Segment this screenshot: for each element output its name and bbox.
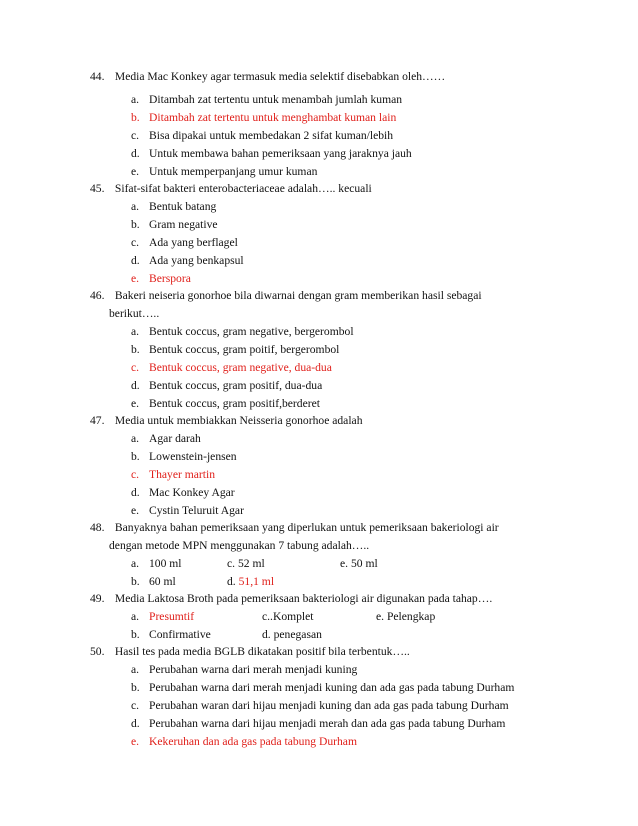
option-text: Bentuk coccus, gram negative, dua-dua <box>149 361 332 374</box>
option-44e <box>131 163 317 181</box>
option-text: Bisa dipakai untuk membedakan 2 sifat kuman/lebih <box>149 129 394 142</box>
option-text: Presumtif <box>149 610 195 623</box>
option-letter: d. <box>131 379 140 392</box>
option-letter: b. <box>131 575 140 588</box>
option-letter: d. <box>227 575 236 588</box>
option-50d <box>131 715 505 733</box>
option-text: Bentuk coccus, gram positif,berderet <box>149 397 320 410</box>
question-46-continuation: berikut….. <box>109 307 160 320</box>
option-49c <box>262 608 314 626</box>
option-text: Ada yang berflagel <box>149 236 238 249</box>
option-47b <box>131 448 237 466</box>
option-text: Untuk membawa bahan pemeriksaan yang jaraknya jauh <box>149 147 412 160</box>
option-text: Lowenstein-jensen <box>149 450 237 463</box>
option-45e-correct <box>131 270 191 288</box>
option-text: Mac Konkey Agar <box>149 486 235 499</box>
option-text: Agar darah <box>149 432 201 445</box>
option-text: 51,1 ml <box>238 575 275 588</box>
option-44c <box>131 127 393 145</box>
option-text: Kekeruhan dan ada gas pada tabung Durham <box>149 735 357 748</box>
option-46c-correct <box>131 359 332 377</box>
question-50 <box>90 643 560 661</box>
question-49 <box>90 590 560 608</box>
option-letter: e. <box>131 735 140 748</box>
question-text: Banyaknya bahan pemeriksaan yang diperlukan untuk pemeriksaan bakeriologi air <box>114 521 499 534</box>
option-letter: c. <box>262 610 271 623</box>
question-text: Media Laktosa Broth pada pemeriksaan bakteriologi air digunakan pada tahap…. <box>114 592 493 605</box>
option-letter: e. <box>340 557 349 570</box>
option-47c-correct <box>131 466 215 484</box>
question-text: Hasil tes pada media BGLB dikatakan positif bila terbentuk….. <box>114 645 410 658</box>
option-letter: d. <box>262 628 271 641</box>
option-text: Pelengkap <box>386 610 436 623</box>
option-45c <box>131 234 238 252</box>
question-text: Bakeri neiseria gonorhoe bila diwarnai dengan gram memberikan hasil sebagai <box>114 289 482 302</box>
option-letter: d. <box>131 486 140 499</box>
option-text: .Komplet <box>270 610 314 623</box>
option-47d <box>131 484 235 502</box>
option-letter: b. <box>131 218 140 231</box>
option-letter: c. <box>227 557 236 570</box>
option-letter: c. <box>131 699 140 712</box>
option-text: Perubahan warna dari merah menjadi kuning dan ada gas pada tabung Durham <box>149 681 515 694</box>
option-text: Perubahan warna dari merah menjadi kuning <box>149 663 358 676</box>
option-letter: b. <box>131 628 140 641</box>
option-letter: e. <box>131 272 140 285</box>
question-number: 45. <box>90 182 105 195</box>
question-number: 48. <box>90 521 105 534</box>
question-48 <box>90 519 560 537</box>
option-50c <box>131 697 509 715</box>
option-text: 100 ml <box>149 557 182 570</box>
option-text: Gram negative <box>149 218 218 231</box>
option-text: Confirmative <box>149 628 211 641</box>
option-50a <box>131 661 357 679</box>
option-text: Perubahan warna dari hijau menjadi merah dan ada gas pada tabung Durham <box>149 717 506 730</box>
option-text: Cystin Teluruit Agar <box>149 504 244 517</box>
option-text: penegasan <box>273 628 322 641</box>
question-text: Media Mac Konkey agar termasuk media selektif disebabkan oleh…… <box>114 70 446 83</box>
option-44a <box>131 91 402 109</box>
option-48a <box>131 555 182 573</box>
option-letter: c. <box>131 129 140 142</box>
question-47 <box>90 412 560 430</box>
option-letter: a. <box>131 432 140 445</box>
question-text: Media untuk membiakkan Neisseria gonorhoe adalah <box>114 414 363 427</box>
option-text: Bentuk coccus, gram poitif, bergerombol <box>149 343 340 356</box>
option-49b <box>131 626 211 644</box>
option-letter: e. <box>131 165 140 178</box>
option-text: Ada yang benkapsul <box>149 254 244 267</box>
option-44d <box>131 145 412 163</box>
question-number: 46. <box>90 289 105 302</box>
option-45a <box>131 198 216 216</box>
option-text: Bentuk batang <box>149 200 217 213</box>
option-47e <box>131 502 244 520</box>
option-44b-correct <box>131 109 396 127</box>
option-letter: a. <box>131 200 140 213</box>
option-49d <box>262 626 322 644</box>
option-text: 50 ml <box>350 557 378 570</box>
question-text: Sifat-sifat bakteri enterobacteriaceae adalah….. kecuali <box>114 182 372 195</box>
option-46b <box>131 341 339 359</box>
question-44 <box>90 68 560 86</box>
option-49a-correct <box>131 608 194 626</box>
question-number: 49. <box>90 592 105 605</box>
option-48e <box>340 555 378 573</box>
question-number: 47. <box>90 414 105 427</box>
option-letter: d. <box>131 254 140 267</box>
question-number: 50. <box>90 645 105 658</box>
option-letter: b. <box>131 450 140 463</box>
option-letter: a. <box>131 610 140 623</box>
option-47a <box>131 430 201 448</box>
option-text: 52 ml <box>237 557 265 570</box>
option-46a <box>131 323 354 341</box>
question-45 <box>90 180 560 198</box>
option-letter: e. <box>376 610 385 623</box>
option-letter: d. <box>131 717 140 730</box>
option-50e-correct <box>131 733 357 751</box>
option-text: Berspora <box>149 272 191 285</box>
option-letter: b. <box>131 111 140 124</box>
option-text: Ditambah zat tertentu untuk menghambat kuman lain <box>149 111 397 124</box>
option-46d <box>131 377 322 395</box>
option-text: Ditambah zat tertentu untuk menambah jumlah kuman <box>149 93 403 106</box>
option-50b <box>131 679 514 697</box>
option-45d <box>131 252 244 270</box>
option-letter: a. <box>131 325 140 338</box>
question-number: 44. <box>90 70 105 83</box>
option-45b <box>131 216 218 234</box>
option-text: Untuk memperpanjang umur kuman <box>149 165 318 178</box>
option-text: Thayer martin <box>149 468 215 481</box>
option-letter: a. <box>131 557 140 570</box>
option-text: Bentuk coccus, gram positif, dua-dua <box>149 379 323 392</box>
option-letter: e. <box>131 397 140 410</box>
option-text: Bentuk coccus, gram negative, bergerombol <box>149 325 354 338</box>
option-letter: a. <box>131 663 140 676</box>
option-text: 60 ml <box>149 575 176 588</box>
option-letter: b. <box>131 681 140 694</box>
option-letter: d. <box>131 147 140 160</box>
option-letter: a. <box>131 93 140 106</box>
question-48-continuation: dengan metode MPN menggunakan 7 tabung adalah….. <box>109 539 370 552</box>
option-46e <box>131 395 320 413</box>
option-48d-correct <box>227 573 274 591</box>
option-48c <box>227 555 265 573</box>
option-letter: c. <box>131 468 140 481</box>
option-48b <box>131 573 176 591</box>
option-letter: e. <box>131 504 140 517</box>
option-text: Perubahan waran dari hijau menjadi kuning dan ada gas pada tabung Durham <box>149 699 509 712</box>
option-letter: b. <box>131 343 140 356</box>
option-49e <box>376 608 435 626</box>
option-letter: c. <box>131 361 140 374</box>
option-letter: c. <box>131 236 140 249</box>
question-46 <box>90 287 560 305</box>
